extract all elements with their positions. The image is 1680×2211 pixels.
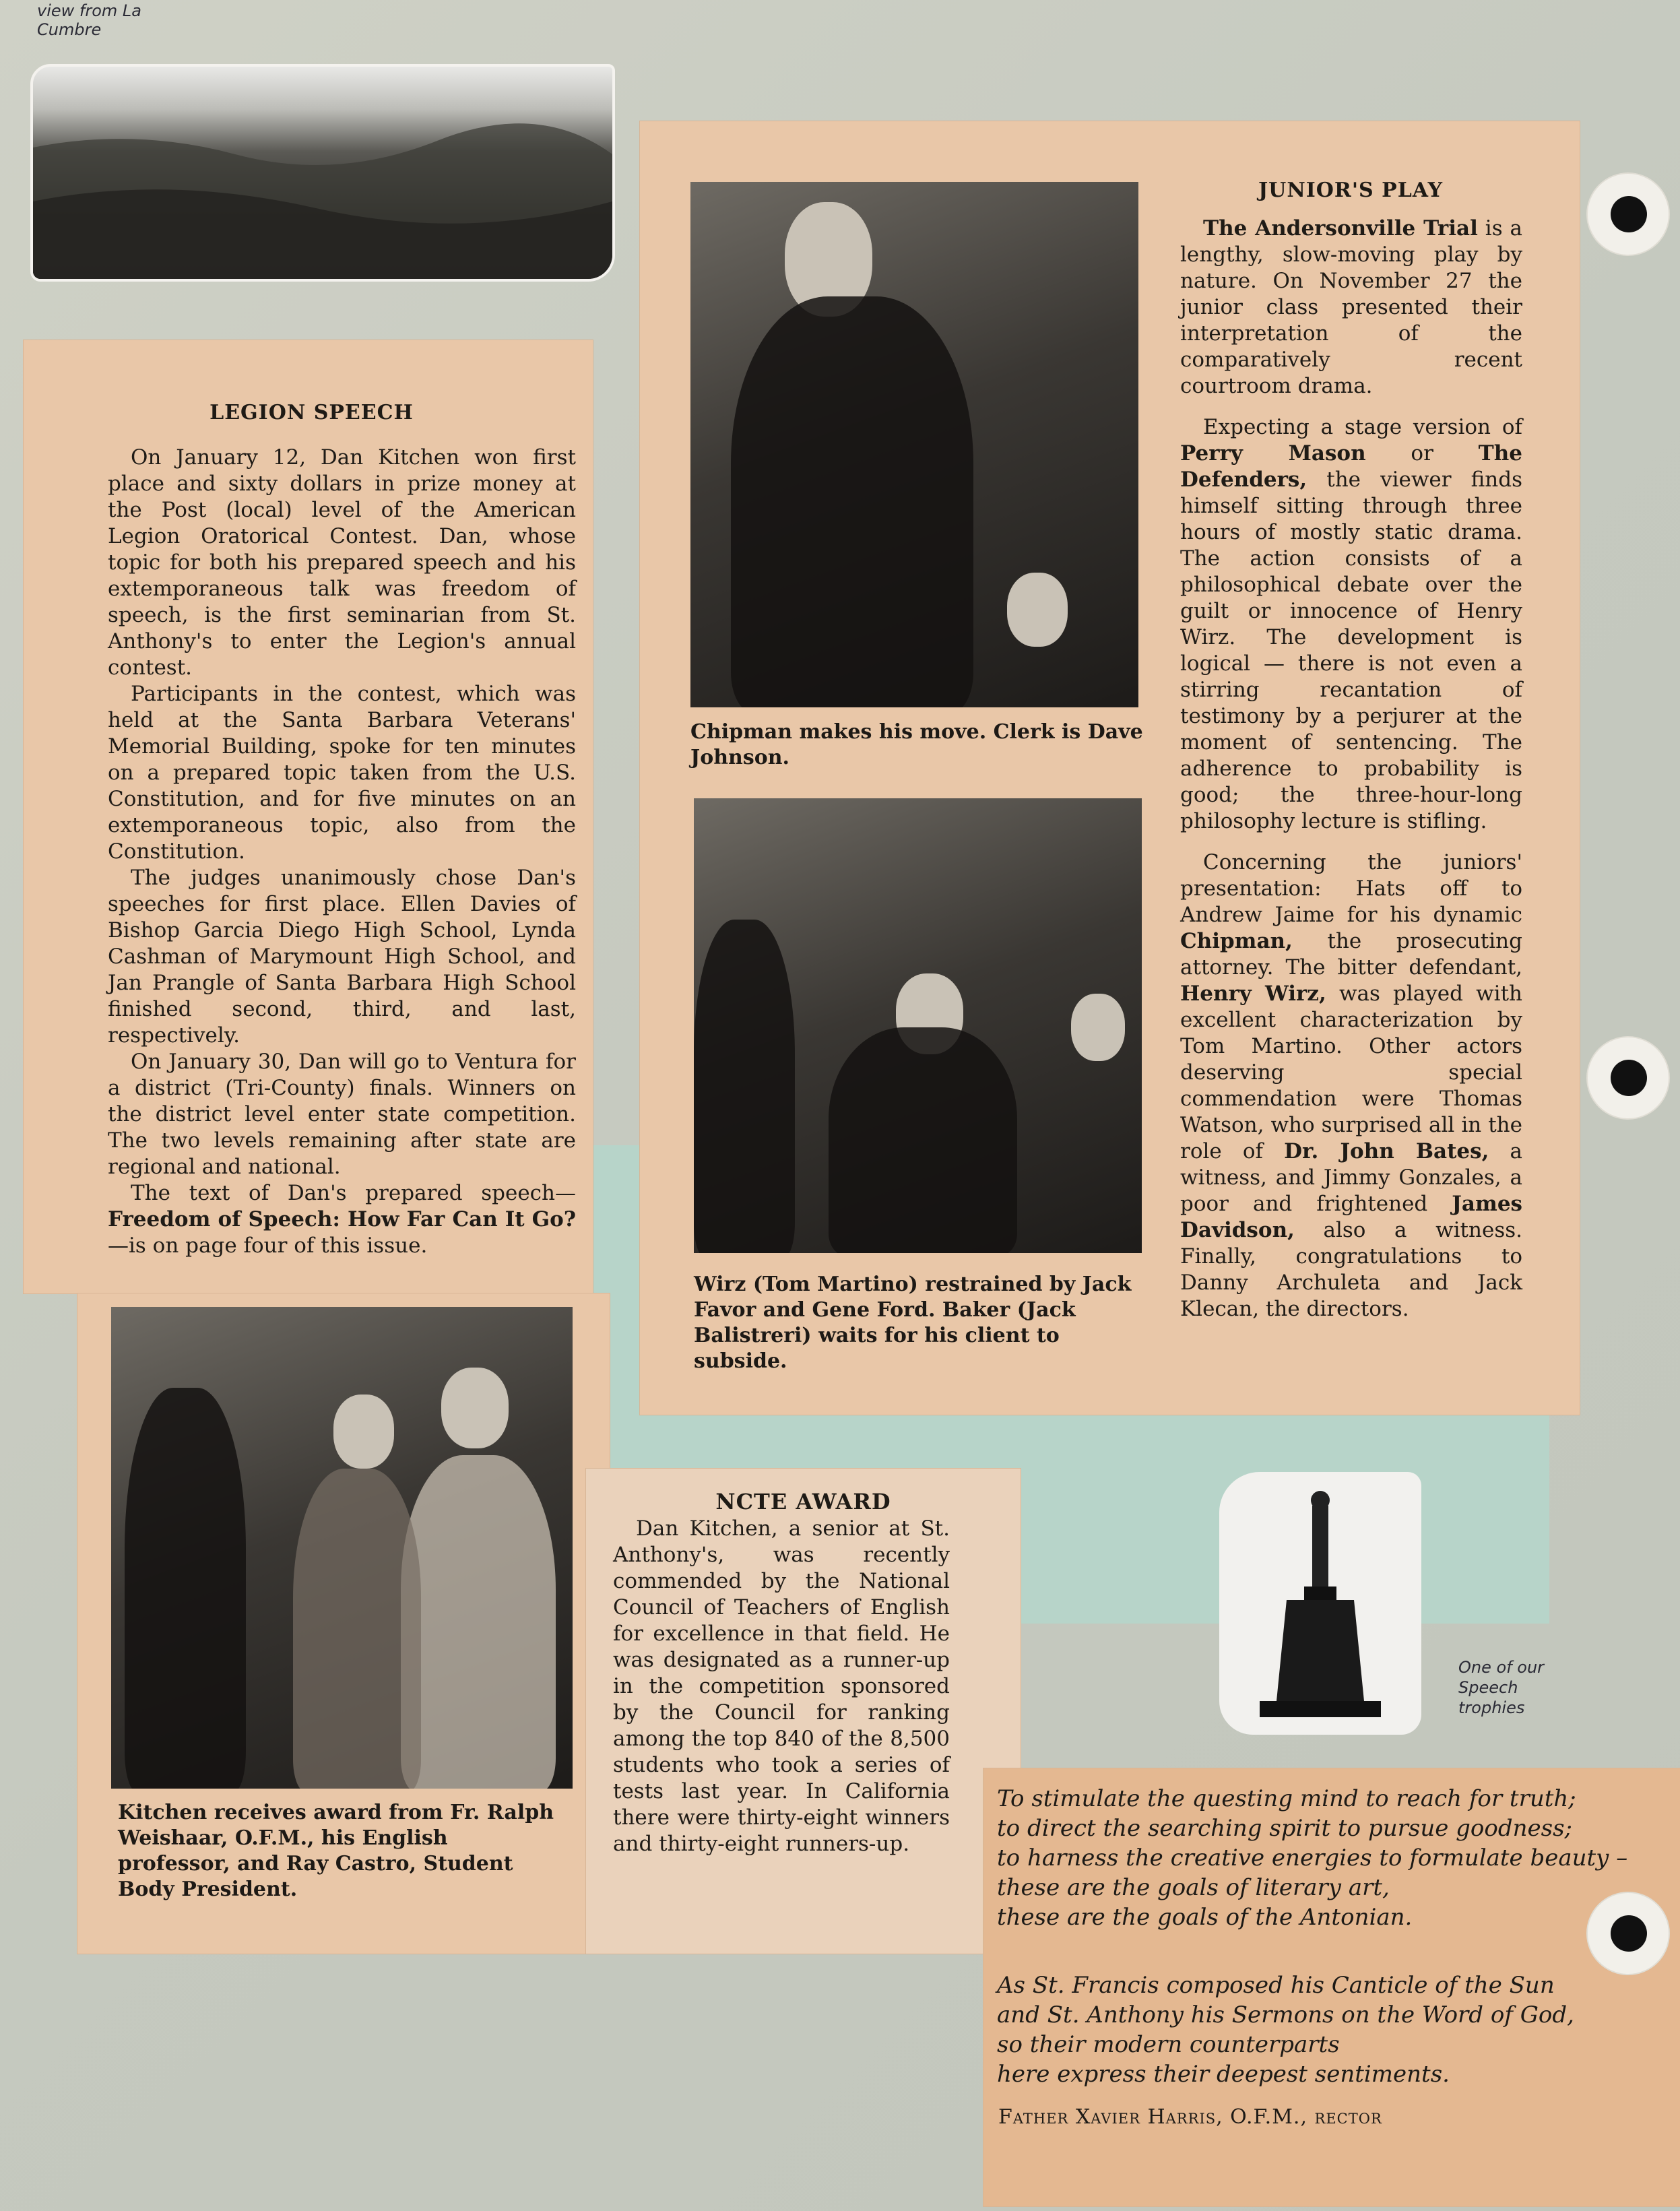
legion-paragraph: On January 30, Dan will go to Ventura for a district (Tri-County) finals. Winners on the district level enter state competition. The two levels remaining after state are regional and national. (108, 1050, 576, 1179)
binder-hole-middle (1588, 1037, 1669, 1118)
handwritten-note-trophies: One of our Speech trophies (1458, 1658, 1545, 1717)
play-headline: JUNIOR'S PLAY (1258, 179, 1444, 202)
binder-hole-bottom (1588, 1893, 1669, 1974)
play-paragraph: Concerning the juniors' presentation: Hats off to Andrew Jaime for his dynamic Chipman, the prosecuting attorney. The bitter defendant, Henry Wirz, was played with excellent characterization by Tom Martino. Other actors deserving special commendation were Thomas Watson, who surprised all in the role of Dr. John Bates, a witness, and Jimmy Gonzales, a poor and frightened James Davidson, also a witness. Finally, congratulations to Danny Archuleta and Jack Klecan, the directors. (1180, 850, 1523, 1321)
motto-line: As St. Francis composed his Canticle of the Sun (997, 1972, 1555, 1999)
binder-hole-top (1588, 174, 1669, 255)
play-paragraph: Expecting a stage version of Perry Mason or The Defenders, the viewer finds himself sitting through three hours of mostly static drama. The action consists of a philosophical debate over the guilt or innocence of Henry Wirz. The development is logical — there is not even a stirring recantation of testimony by a perjurer at the moment of sentencing. The adherence to probability is good; the three-hour-long philosophy lecture is stifling. (1180, 415, 1522, 833)
award-photo-caption: Kitchen receives award from Fr. Ralph Weishaar, O.F.M., his English professor, and Ray Castro, Student Body President. (118, 1801, 554, 1901)
motto-stanza-1 (997, 1784, 1677, 1932)
motto-stanza-2 (997, 1970, 1677, 2089)
motto-line: To stimulate the questing mind to reach for truth; (997, 1785, 1576, 1812)
play-paragraph: The Andersonville Trial is a lengthy, slow-moving play by nature. On November 27 the junior class presented their interpretation of the comparatively recent courtroom drama. (1180, 216, 1522, 398)
legion-paragraph: The text of Dan's prepared speech—Freedom of Speech: How Far Can It Go?—is on page four of this issue. (108, 1181, 576, 1258)
award-photo (111, 1307, 573, 1789)
handwritten-note-view: view from La Cumbre (37, 1, 141, 39)
ncte-article (613, 1516, 950, 1857)
landscape-hills (33, 67, 612, 279)
play-photo1-caption: Chipman makes his move. Clerk is Dave Johnson. (690, 720, 1143, 769)
motto-line: and St. Anthony his Sermons on the Word of God, (997, 2001, 1574, 2028)
play-article (1180, 216, 1522, 1322)
ncte-body: Dan Kitchen, a senior at St. Anthony's, was recently commended by the National Council of Teachers of English for excellence in that field. He was designated as a runner-up in the competition sponsored by the Council for ranking among the top 840 of the 8,500 students who took a series of tests last year. In California there were thirty-eight winners and thirty-eight runners-up. (613, 1516, 950, 1856)
motto-line: so their modern counterparts (997, 2031, 1340, 2058)
motto-line: these are the goals of the Antonian. (997, 1904, 1413, 1931)
legion-article (108, 445, 576, 1259)
legion-paragraph: On January 12, Dan Kitchen won first place and sixty dollars in prize money at the Post (local) level of the American Legion Oratorical Contest. Dan, whose topic for both his prepared speech and his extemporaneous talk was freedom of speech, is the first seminarian from St. Anthony's to enter the Legion's annual contest. (108, 445, 576, 680)
trophy-photo (1219, 1472, 1421, 1735)
play-photo-chipman (690, 182, 1138, 707)
motto-line: these are the goals of literary art, (997, 1874, 1390, 1901)
trophy-icon (1219, 1472, 1421, 1735)
legion-paragraph: Participants in the contest, which was held at the Santa Barbara Veterans' Memorial Building, spoke for ten minutes on a prepared topic taken from the U.S. Constitution, and for five minutes on an extemporaneous topic, also from the Constitution. (108, 682, 576, 864)
motto-signature: Father Xavier Harris, O.F.M., rector (998, 2105, 1382, 2129)
landscape-photo (30, 64, 615, 282)
motto-line: here express their deepest sentiments. (997, 2061, 1450, 2088)
ncte-headline: NCTE AWARD (715, 1489, 891, 1514)
play-photo-wirz (694, 798, 1142, 1253)
play-photo2-caption: Wirz (Tom Martino) restrained by Jack Favor and Gene Ford. Baker (Jack Balistreri) waits for his client to subside. (694, 1273, 1132, 1373)
motto-line: to direct the searching spirit to pursue goodness; (997, 1815, 1572, 1842)
legion-headline: LEGION SPEECH (209, 401, 414, 424)
motto-line: to harness the creative energies to formulate beauty – (997, 1845, 1628, 1871)
legion-paragraph: The judges unanimously chose Dan's speeches for first place. Ellen Davies of Bishop Garcia Diego High School, Lynda Cashman of Marymount High School, and Jan Prangle of Santa Barbara High School finished second, third, and last, respectively. (108, 866, 576, 1048)
